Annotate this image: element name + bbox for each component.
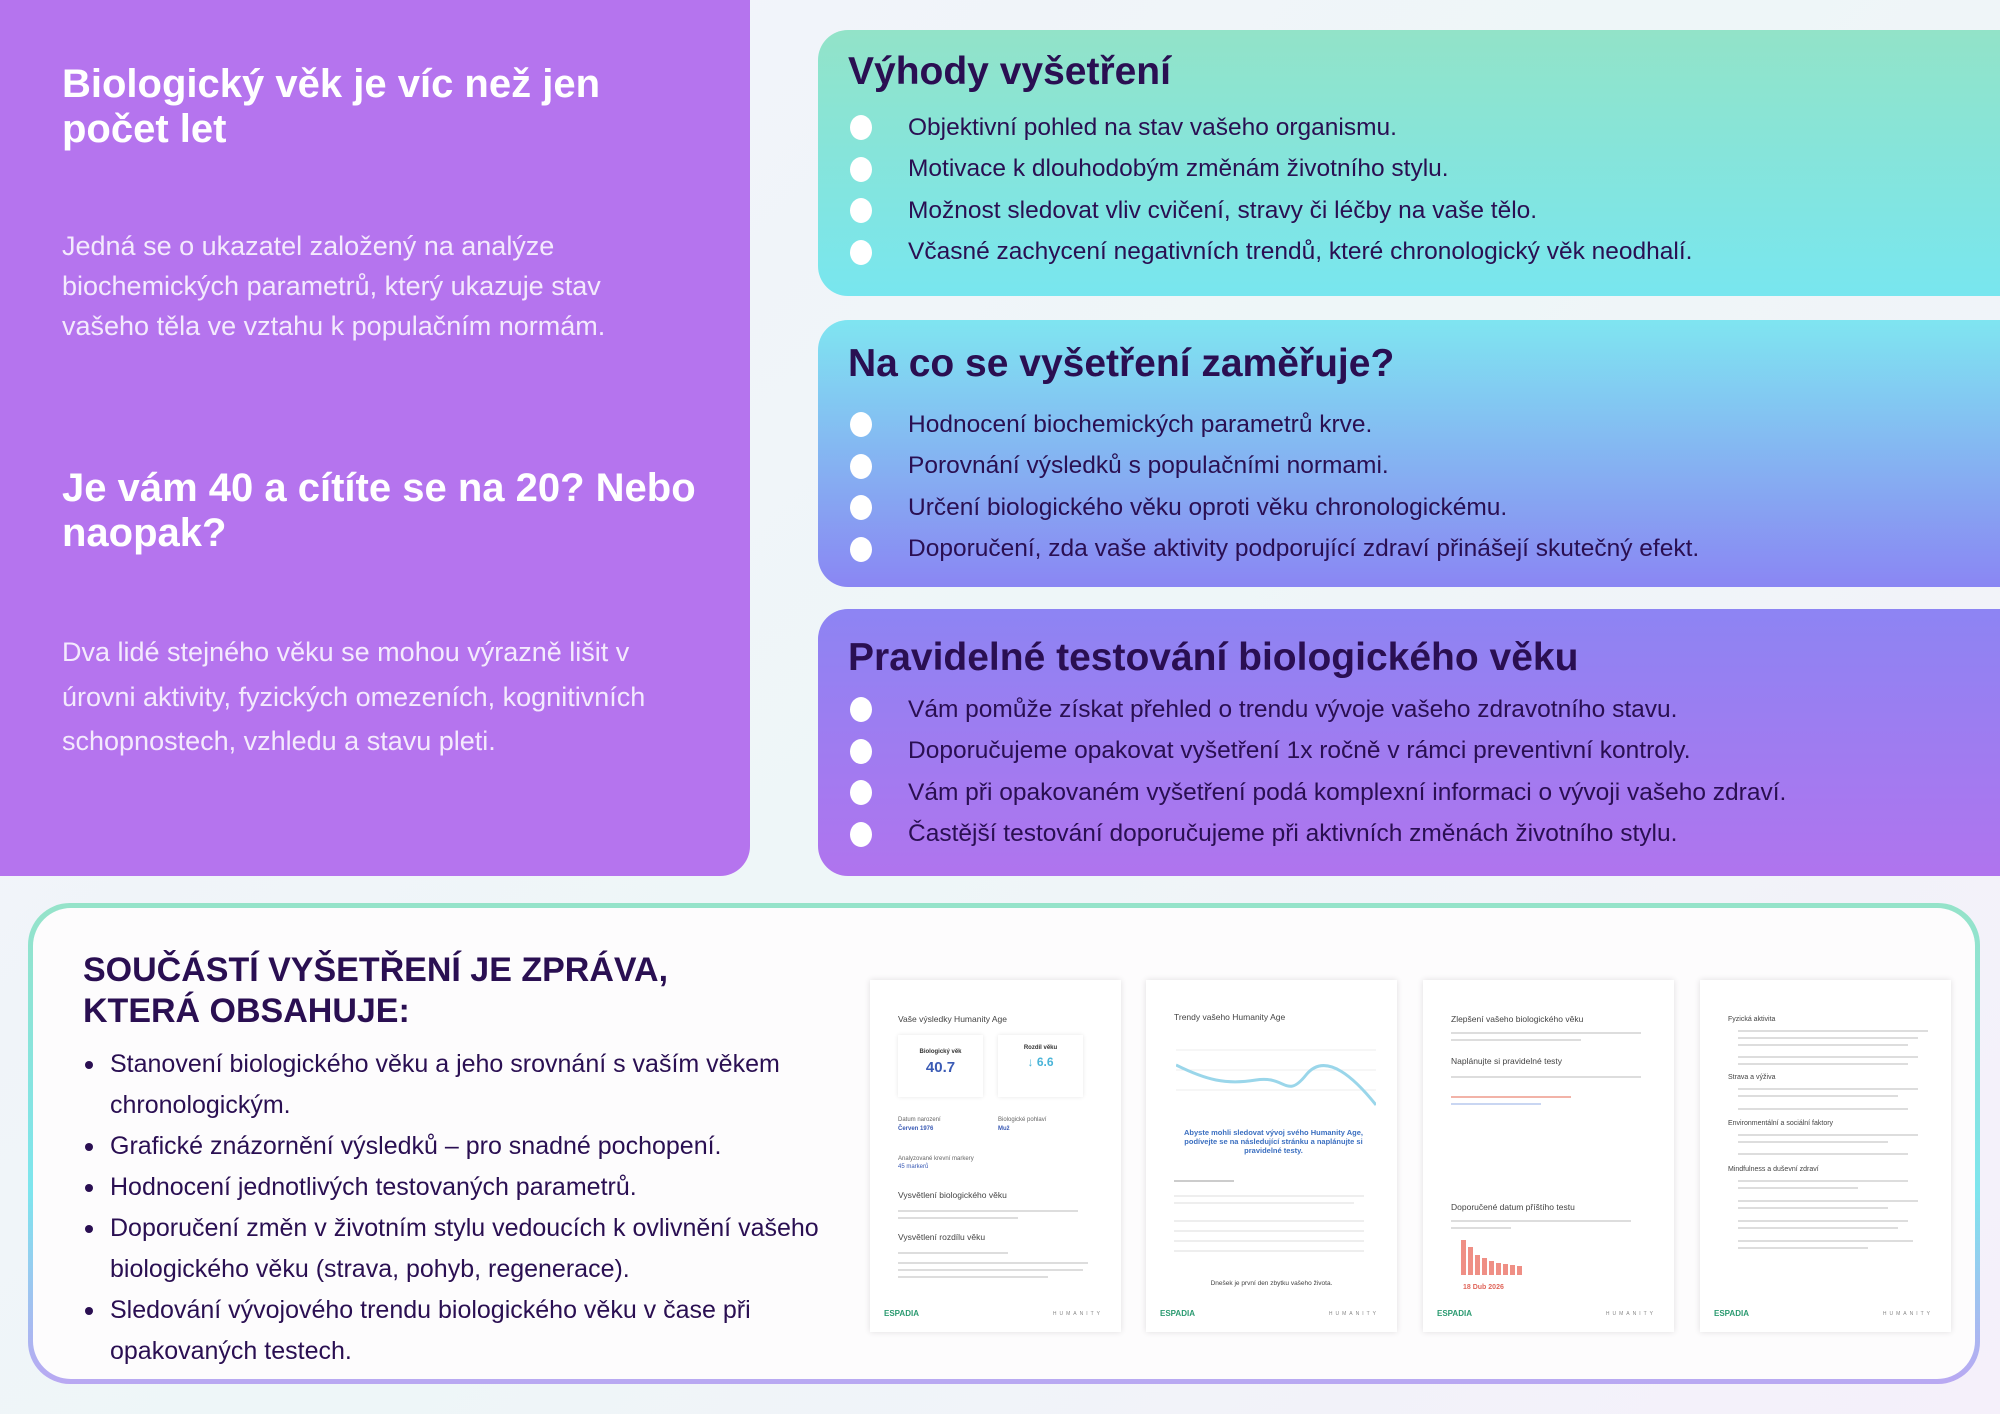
espadia-logo: ESPADIA	[1714, 1309, 1749, 1318]
bullet-icon	[850, 697, 872, 722]
bullet-icon	[850, 412, 872, 437]
bullet-icon	[850, 198, 872, 223]
list-item: Doporučení změn v životním stylu vedoucích k ovlivnění vašeho biologického věku (strava, pohyb, regenerace).	[85, 1208, 885, 1290]
list-item: Včasné zachycení negativních trendů, které chronologický věk neodhalí.	[850, 232, 1692, 274]
bullet-icon	[850, 780, 872, 805]
report-section	[28, 903, 1980, 1384]
list-item: Grafické znázornění výsledků – pro snadné pochopení.	[85, 1126, 885, 1167]
list-item: Doporučení, zda vaše aktivity podporující zdraví přinášejí skutečný efekt.	[850, 529, 1699, 571]
list-item: Možnost sledovat vliv cvičení, stravy či léčby na vaše tělo.	[850, 190, 1692, 232]
humanity-logo: HUMANITY	[1882, 1311, 1933, 1317]
bullet-icon	[850, 537, 872, 562]
list-item: Doporučujeme opakovat vyšetření 1x ročně v rámci preventivní kontroly.	[850, 731, 1786, 773]
benefits-card	[818, 30, 2000, 296]
report-list	[85, 1044, 885, 1372]
list-item: Vám pomůže získat přehled o trendu vývoje vašeho zdravotního stavu.	[850, 689, 1786, 731]
list-item: Vám při opakovaném vyšetření podá komplexní informaci o vývoji vašeho zdraví.	[850, 772, 1786, 814]
card-title: Výhody vyšetření	[848, 50, 1171, 93]
next-test-chart	[1453, 1235, 1533, 1280]
report-page-improvement: Zlepšení vašeho biologického věku Naplánujte si pravidelné testy Doporučené datum příštího testu 18 Dub 2026 ESPADIA HUMANITY	[1423, 980, 1674, 1332]
list-item: Hodnocení jednotlivých testovaných parametrů.	[85, 1167, 885, 1208]
espadia-logo: ESPADIA	[1437, 1309, 1472, 1318]
card-title: Pravidelné testování biologického věku	[848, 636, 1579, 679]
intro-text: Jedná se o ukazatel založený na analýze biochemických parametrů, který ukazuje stav vašeho těla ve vztahu k populačním normám.	[62, 231, 606, 341]
espadia-logo: ESPADIA	[1160, 1309, 1195, 1318]
list-item: Motivace k dlouhodobým změnám životního stylu.	[850, 149, 1692, 191]
bullet-icon	[850, 157, 872, 182]
report-page-results: Vaše výsledky Humanity Age Biologický věk 40.7 Rozdíl věku ↓ 6.6 Datum narození Červen 1976 Biologické pohlaví Muž Analyzované krevní markery 45 markerů Vysvětlení biologického věku Vysvětlení rozdílu věku ESPADIA HUMANITY	[870, 980, 1121, 1332]
list-item: Určení biologického věku oproti věku chronologickému.	[850, 487, 1699, 529]
list-item: Stanovení biologického věku a jeho srovnání s vaším věkem chronologickým.	[85, 1044, 885, 1126]
bullet-icon	[850, 240, 872, 265]
humanity-logo: HUMANITY	[1052, 1311, 1103, 1317]
trend-chart	[1176, 1030, 1376, 1120]
focus-card	[818, 320, 2000, 587]
bullet-icon	[850, 454, 872, 479]
list-item: Sledování vývojového trendu biologického věku v čase při opakovaných testech.	[85, 1290, 885, 1372]
list-item: Častější testování doporučujeme při aktivních změnách životního stylu.	[850, 814, 1786, 856]
intro-title: Biologický věk je víc než jen počet let	[62, 62, 601, 151]
report-page-trends: Trendy vašeho Humanity Age Abyste mohli sledovat vývoj svého Humanity Age, podívejte se na následující stránku a naplánujte si pravidelné testy. Dnešek je první den zbytku vašeho života. ESPADIA HUMANITY	[1146, 980, 1397, 1332]
bullet-icon	[850, 822, 872, 847]
list-item: Porovnání výsledků s populačními normami.	[850, 446, 1699, 488]
intro-subtitle: Je vám 40 a cítíte se na 20? Nebo naopak?	[62, 466, 696, 555]
bullet-icon	[850, 115, 872, 140]
espadia-logo: ESPADIA	[884, 1309, 919, 1318]
card-title: Na co se vyšetření zaměřuje?	[848, 342, 1395, 385]
bullet-icon	[850, 495, 872, 520]
list-item: Hodnocení biochemických parametrů krve.	[850, 404, 1699, 446]
report-page-recommendations: Fyzická aktivita Strava a výživa Environmentální a sociální faktory Mindfulness a duševní zdraví ESPADIA HUMANITY	[1700, 980, 1951, 1332]
humanity-logo: HUMANITY	[1328, 1311, 1379, 1317]
bullet-icon	[850, 739, 872, 764]
intro-panel	[0, 0, 750, 876]
list-item: Objektivní pohled na stav vašeho organismu.	[850, 107, 1692, 149]
testing-card	[818, 609, 2000, 876]
intro-paragraph: Dva lidé stejného věku se mohou výrazně lišit v úrovni aktivity, fyzických omezeních, kognitivních schopnostech, vzhledu a stavu pleti.	[62, 637, 646, 756]
humanity-logo: HUMANITY	[1605, 1311, 1656, 1317]
report-title: SOUČÁSTÍ VYŠETŘENÍ JE ZPRÁVA, KTERÁ OBSAHUJE:	[83, 951, 669, 1030]
